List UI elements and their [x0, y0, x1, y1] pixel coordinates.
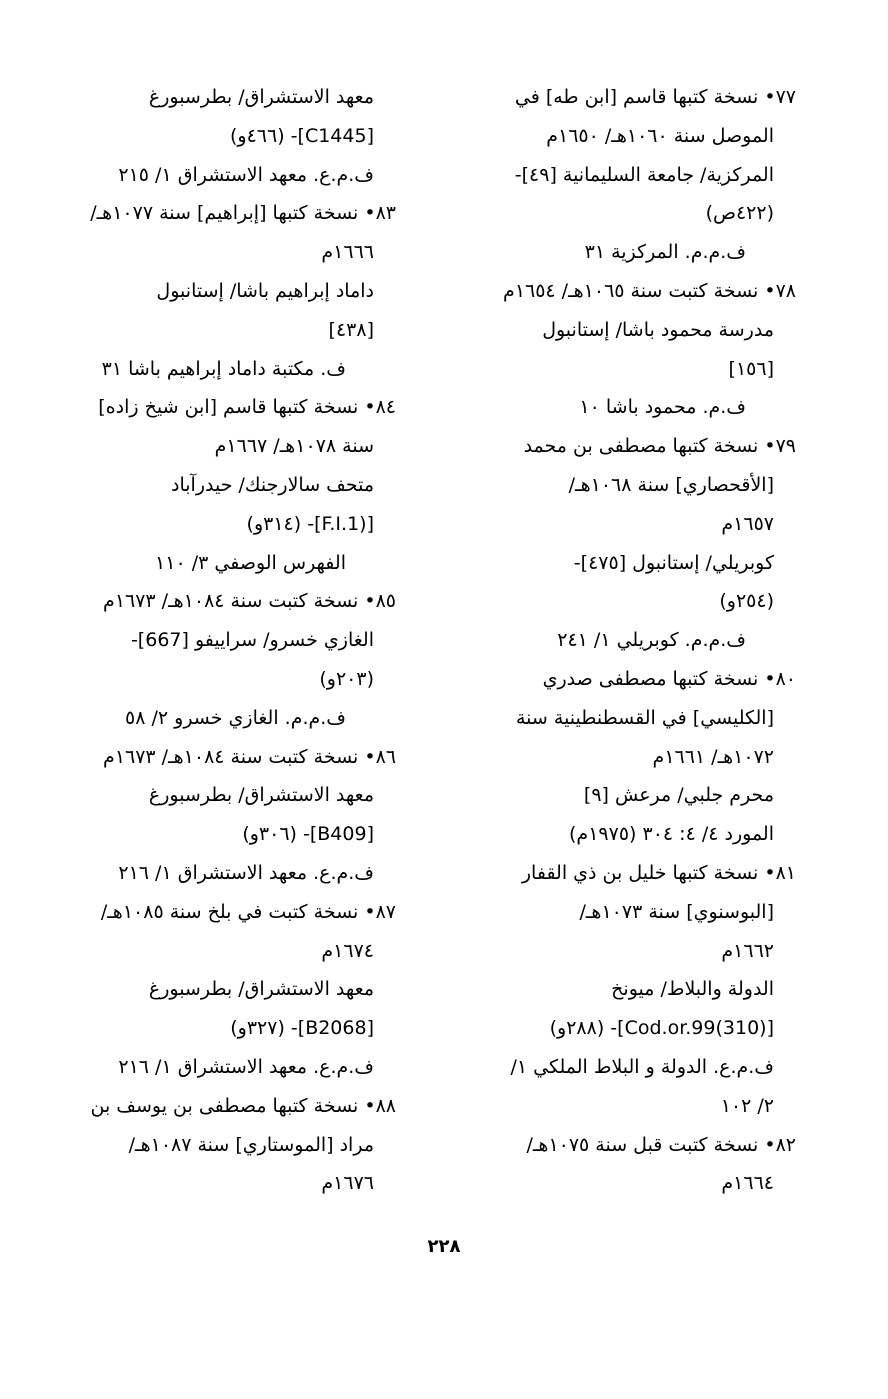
text-line: ٨٤• نسخة كتبها قاسم [ابن شيخ زاده]	[98, 396, 396, 419]
text-line: ٨٣• نسخة كتبها [إبراهيم] سنة ١٠٧٧هـ/	[90, 202, 396, 225]
text-line: ٧٨• نسخة كتبت سنة ١٠٦٥هـ/ ١٦٥٤م	[503, 279, 796, 302]
text-line: مراد [الموستاري] سنة ١٠٨٧هـ/	[128, 1133, 374, 1156]
text-line: [الكليسي] في القسطنطينية سنة	[516, 706, 774, 729]
text-line: ١٦٧٦م	[321, 1172, 374, 1195]
text-line: ٨٨• نسخة كتبها مصطفى بن يوسف بن	[90, 1094, 396, 1117]
text-line: ف.م.م. كوبريلي ١/ ٢٤١	[557, 629, 746, 652]
text-line: الغازي خسرو/ سراييفو [667]-	[130, 629, 374, 652]
text-line: داماد إبراهيم باشا/ إستانبول	[156, 279, 374, 302]
text-line: كوبريلي/ إستانبول [٤٧٥]-	[573, 551, 774, 574]
text-line: معهد الاستشراق/ بطرسبورغ	[148, 978, 374, 1001]
text-line: محرم جلبي/ مرعش [٩]	[583, 784, 774, 807]
text-line: ٨٠• نسخة كتبها مصطفى صدري	[542, 667, 796, 690]
text-line: ١٦٦٤م	[721, 1172, 774, 1195]
text-line: (٢٠٣و)	[319, 667, 374, 690]
text-line: ف.م.ع. معهد الاستشراق ١/ ٢١٦	[118, 861, 374, 884]
text-line: [(310)Cod.or.99]- (٢٨٨و)	[549, 1017, 774, 1040]
text-line: معهد الاستشراق/ بطرسبورغ	[148, 784, 374, 807]
text-line: ١٦٧٤م	[321, 939, 374, 962]
text-line: [البوسنوي] سنة ١٠٧٣هـ/	[579, 900, 774, 923]
text-line: ١٦٥٧م	[721, 512, 774, 535]
text-line: ف.م.ع. معهد الاستشراق ١/ ٢١٦	[118, 1055, 374, 1078]
text-line: الموصل سنة ١٠٦٠هـ/ ١٦٥٠م	[546, 124, 774, 147]
text-line: [١٥٦]	[728, 357, 774, 380]
text-line: ١٦٦٢م	[721, 939, 774, 962]
page-number: ٢٢٨	[427, 1236, 461, 1257]
text-line: ١٦٦٦م	[321, 241, 374, 264]
text-line: متحف سالارجنك/ حيدرآباد	[171, 473, 374, 496]
text-line: ٨٥• نسخة كتبت سنة ١٠٨٤هـ/ ١٦٧٣م	[103, 590, 396, 613]
text-line: ف. مكتبة داماد إبراهيم باشا ٣١	[101, 357, 346, 380]
text-line: ف.م. محمود باشا ١٠	[579, 396, 746, 419]
text-line: [(1.F.I]- (٣١٤و)	[246, 512, 374, 535]
text-line: المركزية/ جامعة السليمانية [٤٩]-	[514, 163, 774, 186]
text-line: سنة ١٠٧٨هـ/ ١٦٦٧م	[214, 435, 374, 458]
text-line: ٨٦• نسخة كتبت سنة ١٠٨٤هـ/ ١٦٧٣م	[103, 745, 396, 768]
text-line: [٤٣٨]	[328, 318, 374, 341]
text-line: ٨٢• نسخة كتبت قبل سنة ١٠٧٥هـ/	[526, 1133, 796, 1156]
text-line: المورد ٤/ ٤: ٣٠٤ (١٩٧٥م)	[569, 823, 774, 846]
text-line: [B409]- (٣٠٦و)	[242, 823, 374, 846]
text-line: ١٠٧٢هـ/ ١٦٦١م	[652, 745, 774, 768]
text-line: [B2068]- (٣٢٧و)	[230, 1017, 374, 1040]
text-line: ٧٧• نسخة كتبها قاسم [ابن طه] في	[514, 86, 796, 108]
right-column	[436, 78, 796, 1203]
text-line: ٨٧• نسخة كتبت في بلخ سنة ١٠٨٥هـ/	[100, 900, 396, 923]
text-line: ٧٩• نسخة كتبها مصطفى بن محمد	[523, 435, 796, 458]
text-line: ف.م.ع. معهد الاستشراق ١/ ٢١٥	[118, 163, 374, 186]
text-line: مدرسة محمود باشا/ إستانبول	[542, 318, 774, 341]
text-line: ف.م.ع. الدولة و البلاط الملكي ١/	[510, 1055, 774, 1078]
text-line: معهد الاستشراق/ بطرسبورغ	[148, 86, 374, 108]
text-line: [الأقحصاري] سنة ١٠٦٨هـ/	[568, 473, 774, 496]
text-line: ٢/ ١٠٢	[720, 1094, 774, 1117]
left-column	[36, 78, 396, 1203]
text-line: (٤٢٢ص)	[705, 202, 774, 225]
text-line: ف.م.م. الغازي خسرو ٢/ ٥٨	[125, 706, 346, 729]
text-line: ٨١• نسخة كتبها خليل بن ذي القفار	[521, 861, 796, 884]
text-line: ف.م.م. المركزية ٣١	[584, 241, 746, 264]
text-line: الدولة والبلاط/ ميونخ	[611, 978, 774, 1001]
text-line: [C1445]- (٤٦٦و)	[230, 124, 374, 147]
text-line: الفهرس الوصفي ٣/ ١١٠	[155, 551, 346, 574]
text-line: (٢٥٤و)	[719, 590, 774, 613]
